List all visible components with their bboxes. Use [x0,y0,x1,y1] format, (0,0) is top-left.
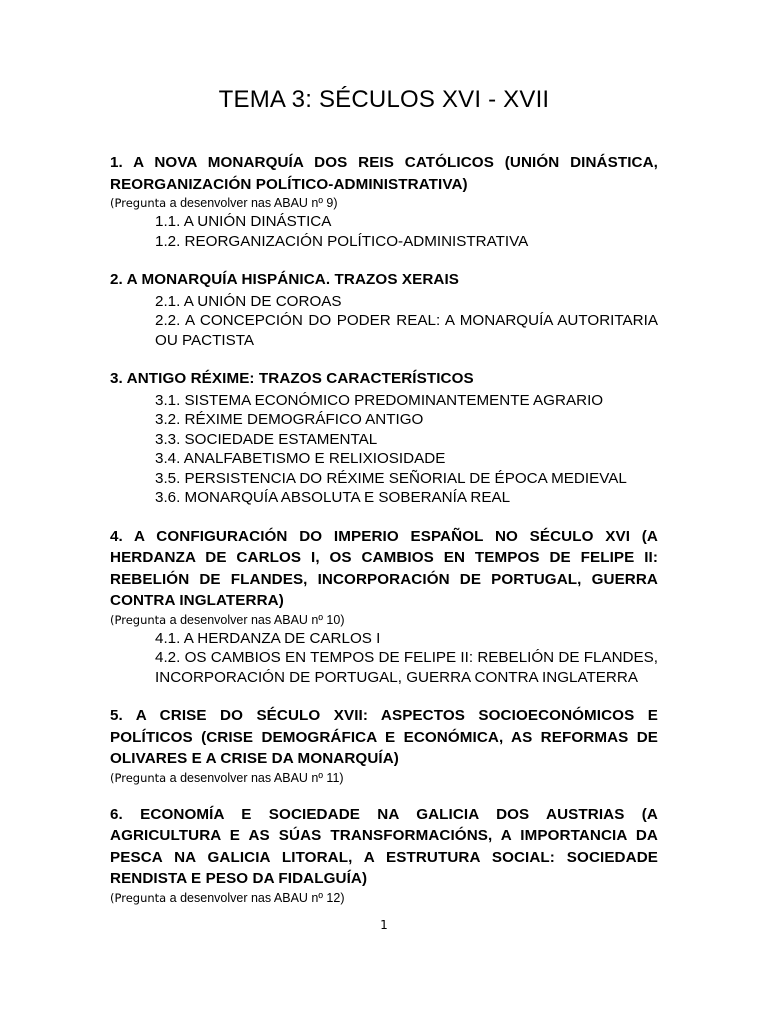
document-body [110,152,658,924]
subsection-list [110,391,658,508]
subsection-item: 2.2. A CONCEPCIÓN DO PODER REAL: A MONARQUÍA AUTORITARIA OU PACTISTA [155,312,658,349]
subsection-list [110,292,658,351]
section-title: 2. A MONARQUÍA HISPÁNICA. TRAZOS XERAIS [110,271,460,288]
subsection-item: 3.3. SOCIEDADE ESTAMENTAL [155,430,378,448]
exam-note [110,613,658,628]
subsection-item: 2.1. A UNIÓN DE COROAS [155,292,342,310]
subsection-item: 3.4. ANALFABETISMO E RELIXIOSIDADE [155,450,446,467]
section-title: 6. ECONOMÍA E SOCIEDADE NA GALICIA DOS AUSTRIAS (A AGRICULTURA E AS SÚAS TRANSFORMACIÓNS, A IMPORTANCIA DA PESCA NA GALICIA LITORAL, A ESTRUTURA SOCIAL: SOCIEDADE RENDISTA E PESO DA FIDALGUÍA) [110,805,658,887]
exam-note-text: a desenvolver nas ABAU nº 10) [166,612,345,627]
subsection-item: 3.5. PERSISTENCIA DO RÉXIME SEÑORIAL DE ÉPOCA MEDIEVAL [155,469,627,487]
subsection-item: 3.6. MONARQUÍA ABSOLUTA E SOBERANÍA REAL [155,489,511,506]
exam-note-prefix: (Pregunta [110,770,167,785]
section-4 [110,526,658,688]
section-title: 5. A CRISE DO SÉCULO XVII: ASPECTOS SOCIOECONÓMICOS E POLÍTICOS (CRISE DEMOGRÁFICA E ECONÓMICA, AS REFORMAS DE OLIVARES E A CRISE DA MONARQUÍA) [110,707,658,767]
section-5 [110,705,658,786]
page-title: TEMA 3: SÉCULOS XVI - XVII [218,86,550,113]
section-3 [110,368,658,508]
subsection-list [110,629,658,688]
exam-note-prefix: (Pregunta [110,612,167,627]
subsection-list [110,212,658,251]
exam-note-text: a desenvolver nas ABAU nº 11) [166,770,344,785]
section-6 [110,804,658,906]
subsection-item: 1.1. A UNIÓN DINÁSTICA [155,213,332,230]
exam-note [110,196,658,211]
section-title: 4. A CONFIGURACIÓN DO IMPERIO ESPAÑOL NO SÉCULO XVI (A HERDANZA DE CARLOS I, OS CAMBIOS EN TEMPOS DE FELIPE II: REBELIÓN DE FLANDES, INCORPORACIÓN DE PORTUGAL, GUERRA CONTRA INGLATERRA) [110,527,658,609]
exam-note-prefix: (Pregunta [110,890,167,905]
exam-note [110,771,658,786]
subsection-item: 4.1. A HERDANZA DE CARLOS I [155,629,381,647]
section-title: 1. A NOVA MONARQUÍA DOS REIS CATÓLICOS (UNIÓN DINÁSTICA, REORGANIZACIÓN POLÍTICO-ADMINISTRATIVA) [110,154,658,193]
page-number: 1 [380,918,388,932]
section-title: 3. ANTIGO RÉXIME: TRAZOS CARACTERÍSTICOS [110,370,474,387]
subsection-item: 3.2. RÉXIME DEMOGRÁFICO ANTIGO [155,411,424,428]
exam-note-prefix: (Pregunta [110,196,167,210]
subsection-item: 1.2. REORGANIZACIÓN POLÍTICO-ADMINISTRATIVA [155,232,529,250]
subsection-item: 3.1. SISTEMA ECONÓMICO PREDOMINANTEMENTE AGRARIO [155,391,604,409]
section-2 [110,269,658,350]
exam-note-text: a desenvolver nas ABAU nº 12) [166,890,345,905]
section-1 [110,152,658,251]
subsection-item: 4.2. OS CAMBIOS EN TEMPOS DE FELIPE II: REBELIÓN DE FLANDES, INCORPORACIÓN DE PORTUGAL, GUERRA CONTRA INGLATERRA [155,649,658,686]
exam-note-text: a desenvolver nas ABAU nº 9) [166,196,338,210]
exam-note [110,891,658,906]
